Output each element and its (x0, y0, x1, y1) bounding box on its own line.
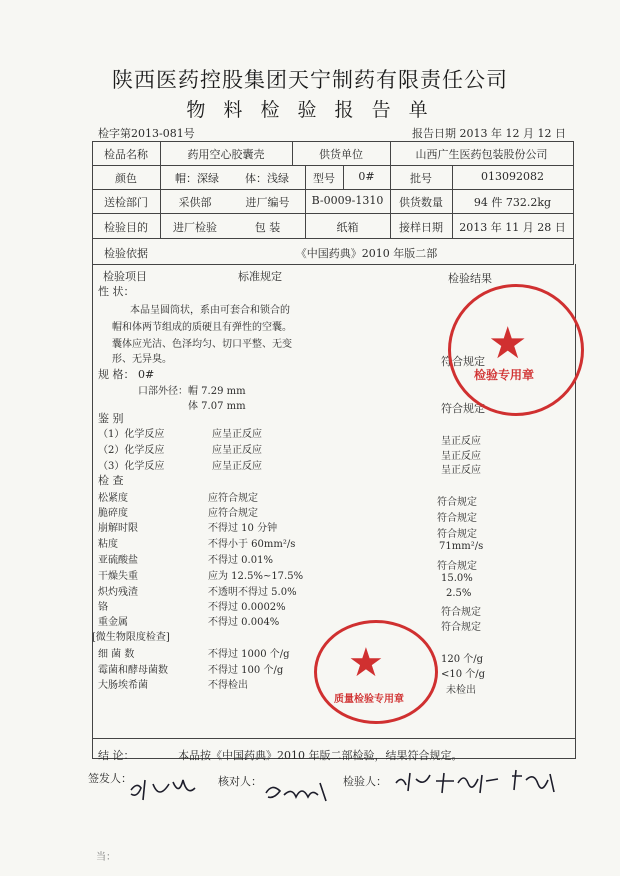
micro-result: 未检出 (446, 685, 476, 696)
check-result: 2.5% (446, 588, 472, 599)
conclusion-label: 结 论： (98, 749, 135, 762)
traits-result: 符合规定 (441, 355, 485, 368)
issuer-label: 签发人： (88, 772, 132, 785)
column-result: 检验结果 (448, 272, 492, 285)
check-result: 符合规定 (441, 622, 481, 633)
identification-label: 鉴 别 (98, 412, 124, 425)
value-department: 采供部 (178, 196, 212, 209)
value-cap-color: 帽：深绿 (175, 172, 219, 185)
spec-label: 规 格： 0# (98, 368, 155, 381)
micro-standard: 不得检出 (208, 680, 248, 691)
seal-center-text: 质量检验专用章 (334, 694, 404, 705)
label-batch: 批号 (410, 172, 432, 185)
check-item: 亚硫酸盐 (98, 555, 138, 566)
ident-result: 呈正反应 (441, 436, 481, 447)
label-supplier: 供货单位 (319, 148, 363, 161)
ident-item: （2）化学反应 (98, 445, 165, 456)
label-product-name: 检品名称 (104, 148, 148, 161)
microbial-label: [微生物限度检查] (92, 632, 170, 643)
ident-standard: 应呈正反应 (212, 445, 262, 456)
page-mark: 当： (96, 852, 116, 863)
ident-item: （3）化学反应 (98, 461, 165, 472)
check-item: 重金属 (98, 617, 128, 628)
checker-label: 核对人： (218, 775, 262, 788)
check-item: 干燥失重 (98, 571, 138, 582)
document-title: 物 料 检 验 报 告 单 (186, 99, 434, 121)
value-supplier: 山西广生医药包装股份公司 (415, 148, 548, 161)
inspection-number: 检字第2013-081号 (98, 127, 195, 140)
ident-standard: 应呈正反应 (212, 429, 262, 440)
check-standard: 不透明不得过 5.0% (208, 587, 297, 598)
check-result: 15.0% (441, 573, 473, 584)
label-model: 型号 (313, 172, 335, 185)
check-result: 符合规定 (441, 607, 481, 618)
check-standard: 不得小于 60mm²/s (208, 539, 296, 550)
value-basis: 《中国药典》2010 年版二部 (295, 247, 438, 260)
micro-result: <10 个/g (441, 669, 486, 680)
check-standard: 应为 12.5%~17.5% (208, 571, 304, 582)
conclusion-text: 本品按《中国药典》2010 年版二部检验，结果符合规定。 (178, 749, 463, 762)
ident-standard: 应呈正反应 (212, 461, 262, 472)
value-package: 纸箱 (336, 221, 359, 234)
value-product-name: 药用空心胶囊壳 (187, 148, 265, 161)
label-package: 包 装 (254, 221, 281, 234)
spec-line: 体 7.07 mm (188, 401, 246, 412)
label-sample-date: 接样日期 (399, 221, 443, 234)
value-model: 0# (358, 170, 375, 183)
check-standard: 不得过 0.0002% (208, 602, 286, 613)
ident-result: 呈正反应 (441, 465, 481, 476)
second-inspector-signature (508, 766, 558, 796)
issuer-signature (125, 770, 197, 810)
traits-line: 形、无异臭。 (112, 354, 172, 365)
label-purpose: 检验目的 (104, 221, 148, 234)
check-standard: 不得过 10 分钟 (208, 523, 278, 534)
check-standard: 不得过 0.004% (208, 617, 280, 628)
label-basis: 检验依据 (104, 247, 148, 260)
check-standard: 应符合规定 (208, 508, 258, 519)
value-sample-date: 2013 年 11 月 28 日 (459, 221, 566, 234)
traits-line: 本品呈圆筒状，系由可套合和锁合的 (130, 305, 290, 316)
checker-signature (262, 775, 332, 805)
check-item: 脆碎度 (98, 508, 128, 519)
info-table (92, 141, 574, 265)
check-item: 铬 (98, 602, 108, 613)
micro-standard: 不得过 100 个/g (208, 665, 284, 676)
value-quantity: 94 件 732.2kg (473, 196, 552, 209)
check-item: 粘度 (98, 539, 118, 550)
check-item: 崩解时限 (98, 523, 138, 534)
label-quantity: 供货数量 (399, 196, 443, 209)
micro-item: 霉菌和酵母菌数 (98, 665, 168, 676)
column-item: 检验项目 (103, 270, 147, 283)
micro-item: 细 菌 数 (98, 649, 135, 660)
micro-result: 120 个/g (441, 654, 484, 665)
check-result: 符合规定 (437, 497, 477, 508)
check-result: 符合规定 (437, 513, 477, 524)
ident-item: （1）化学反应 (98, 429, 165, 440)
check-label: 检 查 (98, 474, 124, 487)
check-item: 松紧度 (98, 493, 128, 504)
check-item: 炽灼残渣 (98, 587, 138, 598)
inspector-label: 检验人： (343, 775, 387, 788)
check-standard: 应符合规定 (208, 493, 258, 504)
report-date: 报告日期 2013 年 12 月 12 日 (412, 127, 566, 140)
traits-line: 囊体应光洁、色泽均匀、切口平整、无变 (112, 339, 292, 350)
conclusion-divider (92, 738, 575, 739)
seal-star-icon: ★ (348, 640, 384, 686)
value-body-color: 体：浅绿 (245, 172, 289, 185)
micro-standard: 不得过 1000 个/g (208, 649, 290, 660)
column-standard: 标准规定 (238, 270, 282, 283)
check-result: 符合规定 (437, 561, 477, 572)
inspector-signature (392, 765, 502, 797)
spec-result: 符合规定 (441, 402, 485, 415)
traits-label: 性 状： (98, 285, 135, 298)
spec-line: 口部外径：帽 7.29 mm (138, 386, 246, 397)
seal-center-text: 检验专用章 (474, 368, 535, 382)
ident-result: 呈正反应 (441, 451, 481, 462)
value-purpose: 进厂检验 (173, 221, 217, 234)
label-color: 颜色 (115, 172, 137, 185)
label-entry-no: 进厂编号 (245, 196, 290, 209)
check-result: 71mm²/s (439, 541, 484, 552)
seal-star-icon: ★ (488, 318, 528, 369)
check-result: 符合规定 (437, 529, 477, 540)
check-standard: 不得过 0.01% (208, 555, 273, 566)
micro-item: 大肠埃希菌 (98, 680, 148, 691)
value-batch: 013092082 (481, 170, 544, 183)
traits-line: 帽和体两节组成的质硬且有弹性的空囊。 (112, 322, 292, 333)
value-entry-no: B-0009-1310 (311, 194, 384, 207)
company-name: 陕西医药控股集团天宁制药有限责任公司 (112, 68, 508, 92)
label-department: 送检部门 (104, 196, 148, 209)
